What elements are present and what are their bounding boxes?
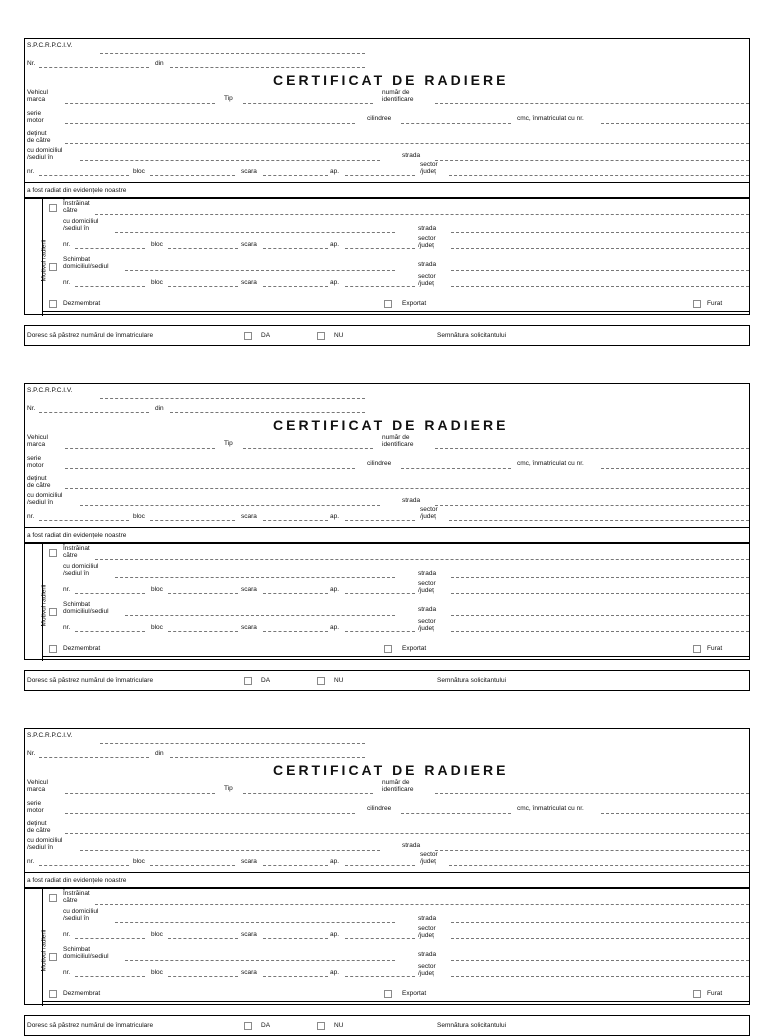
bloc-field[interactable] bbox=[150, 520, 235, 521]
sector2-field[interactable] bbox=[451, 938, 749, 939]
scara-label: scara bbox=[241, 858, 257, 865]
identificare-field[interactable] bbox=[435, 448, 749, 449]
tip-label: Tip bbox=[224, 440, 233, 447]
bloc-field[interactable] bbox=[150, 175, 235, 176]
reason-section bbox=[24, 198, 750, 315]
identificare-label: identificare bbox=[382, 96, 414, 103]
motor-label: motor bbox=[27, 117, 44, 124]
nr2-label: nr. bbox=[63, 931, 71, 938]
radiat-label: a fost radiat din evidențele noastre bbox=[27, 187, 127, 194]
scara3-field[interactable] bbox=[263, 976, 328, 977]
owner-field[interactable] bbox=[65, 143, 749, 144]
exportat-checkbox[interactable] bbox=[384, 300, 392, 308]
nr-addr-field[interactable] bbox=[39, 175, 129, 176]
identificare-label: identificare bbox=[382, 441, 414, 448]
da-label: DA bbox=[261, 1022, 271, 1029]
sector3-field[interactable] bbox=[451, 976, 749, 977]
schimbat-label: Schimbat bbox=[63, 601, 91, 608]
divider bbox=[25, 182, 749, 183]
numar-label: număr de bbox=[382, 89, 410, 96]
localitate2-field[interactable] bbox=[115, 922, 395, 923]
marca-label: marca bbox=[27, 96, 46, 103]
doresc-label: Doresc să păstrez numărul de înmatriculare bbox=[27, 677, 154, 684]
strada3-field[interactable] bbox=[451, 270, 749, 271]
marca-field[interactable] bbox=[65, 448, 215, 449]
scara2-field[interactable] bbox=[263, 593, 328, 594]
furat-label: Furat bbox=[707, 645, 723, 652]
catre-label: către bbox=[63, 897, 78, 904]
owner-field[interactable] bbox=[65, 488, 749, 489]
reason-divider bbox=[42, 199, 43, 316]
sediu-label: /sediul în bbox=[27, 499, 54, 506]
reason-divider bbox=[42, 544, 43, 661]
org-line bbox=[100, 743, 365, 744]
owner-field[interactable] bbox=[65, 833, 749, 834]
ap-label: ap. bbox=[330, 858, 340, 865]
judet3-label: /județ bbox=[418, 280, 434, 287]
reason-bottom-line bbox=[42, 1001, 750, 1002]
vehicle-section bbox=[24, 728, 750, 888]
sector-field[interactable] bbox=[449, 865, 749, 866]
plate-retention-row bbox=[24, 670, 750, 691]
strada-field[interactable] bbox=[435, 850, 749, 851]
sediu-label: /sediul în bbox=[27, 844, 54, 851]
sector2-field[interactable] bbox=[451, 593, 749, 594]
nu-checkbox[interactable] bbox=[317, 332, 325, 340]
motor-label: motor bbox=[27, 462, 44, 469]
judet2-label: /județ bbox=[418, 587, 434, 594]
din-label: din bbox=[155, 750, 164, 757]
din-field[interactable] bbox=[170, 757, 365, 758]
bloc2-label: bloc bbox=[151, 586, 163, 593]
radiat-label: a fost radiat din evidențele noastre bbox=[27, 877, 127, 884]
da-checkbox[interactable] bbox=[244, 332, 252, 340]
nr-addr-field[interactable] bbox=[39, 865, 129, 866]
reason-section bbox=[24, 888, 750, 1005]
sector-field[interactable] bbox=[449, 175, 749, 176]
sediu-label: /sediul în bbox=[27, 154, 54, 161]
tip-field[interactable] bbox=[243, 793, 373, 794]
nr3-field[interactable] bbox=[75, 631, 145, 632]
sector-label: sector bbox=[420, 161, 438, 168]
exportat-label: Exportat bbox=[402, 300, 427, 307]
furat-checkbox[interactable] bbox=[693, 300, 701, 308]
exportat-checkbox[interactable] bbox=[384, 990, 392, 998]
identificare-label: identificare bbox=[382, 786, 414, 793]
scara2-field[interactable] bbox=[263, 248, 328, 249]
nr-label: Nr. bbox=[27, 60, 36, 67]
semnatura-label: Semnătura solicitantului bbox=[437, 332, 507, 339]
ap-field[interactable] bbox=[345, 175, 415, 176]
din-label: din bbox=[155, 405, 164, 412]
dom-sediul-label: domiciliul/sediul bbox=[63, 608, 109, 615]
certificate-title: CERTIFICAT DE RADIERE bbox=[273, 72, 509, 88]
bloc3-label: bloc bbox=[151, 969, 163, 976]
localitate2-field[interactable] bbox=[115, 232, 395, 233]
catre-label: către bbox=[63, 552, 78, 559]
strada-label: strada bbox=[402, 152, 421, 159]
instrainat-checkbox[interactable] bbox=[49, 549, 57, 557]
furat-label: Furat bbox=[707, 300, 723, 307]
divider bbox=[25, 527, 749, 528]
cu-dom-label: cu domiciliul bbox=[63, 563, 99, 570]
nr-field[interactable] bbox=[39, 67, 149, 68]
motor-label: motor bbox=[27, 807, 44, 814]
nr-addr-label: nr. bbox=[27, 858, 35, 865]
motivul-label: Motivul radierii bbox=[40, 929, 48, 972]
scara2-label: scara bbox=[241, 586, 257, 593]
motor-field[interactable] bbox=[65, 123, 355, 124]
nr-inmatriculare-field[interactable] bbox=[601, 468, 749, 469]
motivul-label: Motivul radierii bbox=[40, 239, 48, 282]
scara-label: scara bbox=[241, 513, 257, 520]
scara2-label: scara bbox=[241, 931, 257, 938]
nu-label: NU bbox=[334, 332, 344, 339]
localitate2-field[interactable] bbox=[115, 577, 395, 578]
catre-field[interactable] bbox=[95, 214, 749, 215]
strada-field[interactable] bbox=[435, 160, 749, 161]
de-catre-label: de către bbox=[27, 482, 51, 489]
dezmembrat-label: Dezmembrat bbox=[63, 300, 101, 307]
scara2-label: scara bbox=[241, 241, 257, 248]
ap3-label: ap. bbox=[330, 279, 340, 286]
dezmembrat-checkbox[interactable] bbox=[49, 645, 57, 653]
org-line bbox=[100, 53, 365, 54]
schimbat-field[interactable] bbox=[125, 270, 395, 271]
bloc3-field[interactable] bbox=[168, 631, 238, 632]
marca-field[interactable] bbox=[65, 793, 215, 794]
schimbat-field[interactable] bbox=[125, 615, 395, 616]
plate-retention-row bbox=[24, 1015, 750, 1036]
nr3-field[interactable] bbox=[75, 286, 145, 287]
nu-label: NU bbox=[334, 1022, 344, 1029]
strada2-label: strada bbox=[418, 225, 437, 232]
scara-field[interactable] bbox=[263, 865, 328, 866]
strada-field[interactable] bbox=[435, 505, 749, 506]
nr3-field[interactable] bbox=[75, 976, 145, 977]
localitate-field[interactable] bbox=[80, 160, 380, 161]
judet3-label: /județ bbox=[418, 970, 434, 977]
vehicle-section bbox=[24, 38, 750, 198]
bloc2-field[interactable] bbox=[168, 248, 238, 249]
judet3-label: /județ bbox=[418, 625, 434, 632]
sector-label: sector bbox=[420, 851, 438, 858]
dezmembrat-label: Dezmembrat bbox=[63, 990, 101, 997]
identificare-field[interactable] bbox=[435, 103, 749, 104]
bloc2-field[interactable] bbox=[168, 938, 238, 939]
furat-label: Furat bbox=[707, 990, 723, 997]
scara-field[interactable] bbox=[263, 520, 328, 521]
schimbat-label: Schimbat bbox=[63, 946, 91, 953]
scara-field[interactable] bbox=[263, 175, 328, 176]
nr-addr-field[interactable] bbox=[39, 520, 129, 521]
din-field[interactable] bbox=[170, 412, 365, 413]
sector-label: sector bbox=[420, 506, 438, 513]
serie-label: serie bbox=[27, 455, 42, 462]
da-checkbox[interactable] bbox=[244, 1022, 252, 1030]
strada3-field[interactable] bbox=[451, 615, 749, 616]
identificare-field[interactable] bbox=[435, 793, 749, 794]
cmc-label: cmc, înmatriculat cu nr. bbox=[517, 115, 584, 122]
nr-label: Nr. bbox=[27, 750, 36, 757]
reason-divider bbox=[42, 889, 43, 1006]
sector3-label: sector bbox=[418, 273, 436, 280]
nu-checkbox[interactable] bbox=[317, 1022, 325, 1030]
instrainat-label: Înstrăinat bbox=[63, 890, 90, 897]
bloc3-field[interactable] bbox=[168, 976, 238, 977]
scara3-label: scara bbox=[241, 279, 257, 286]
instrainat-label: Înstrăinat bbox=[63, 200, 90, 207]
semnatura-label: Semnătura solicitantului bbox=[437, 677, 507, 684]
detinut-label: deținut bbox=[27, 820, 47, 827]
din-label: din bbox=[155, 60, 164, 67]
serie-label: serie bbox=[27, 800, 42, 807]
ap-field[interactable] bbox=[345, 865, 415, 866]
strada-label: strada bbox=[402, 842, 421, 849]
cilindree-field[interactable] bbox=[401, 123, 511, 124]
da-checkbox[interactable] bbox=[244, 677, 252, 685]
catre-label: către bbox=[63, 207, 78, 214]
plate-retention-row bbox=[24, 325, 750, 346]
reason-section bbox=[24, 543, 750, 660]
ap2-label: ap. bbox=[330, 931, 340, 938]
serie-label: serie bbox=[27, 110, 42, 117]
radiat-label: a fost radiat din evidențele noastre bbox=[27, 532, 127, 539]
scara3-field[interactable] bbox=[263, 286, 328, 287]
nr3-label: nr. bbox=[63, 624, 71, 631]
numar-label: număr de bbox=[382, 434, 410, 441]
strada-label: strada bbox=[402, 497, 421, 504]
numar-label: număr de bbox=[382, 779, 410, 786]
tip-label: Tip bbox=[224, 785, 233, 792]
tip-field[interactable] bbox=[243, 103, 373, 104]
reason-bottom-line bbox=[42, 656, 750, 657]
vehicle-section bbox=[24, 383, 750, 543]
strada2-label: strada bbox=[418, 570, 437, 577]
schimbat-label: Schimbat bbox=[63, 256, 91, 263]
dom-sediul-label: domiciliul/sediul bbox=[63, 953, 109, 960]
doresc-label: Doresc să păstrez numărul de înmatriculare bbox=[27, 332, 154, 339]
cilindree-field[interactable] bbox=[401, 468, 511, 469]
ap2-field[interactable] bbox=[345, 938, 415, 939]
nr-field[interactable] bbox=[39, 757, 149, 758]
org-label: S.P.C.R.P.C.I.V. bbox=[27, 387, 73, 394]
dezmembrat-checkbox[interactable] bbox=[49, 990, 57, 998]
dom-sediul-label: domiciliul/sediul bbox=[63, 263, 109, 270]
scara2-field[interactable] bbox=[263, 938, 328, 939]
nu-checkbox[interactable] bbox=[317, 677, 325, 685]
strada2-field[interactable] bbox=[451, 922, 749, 923]
scara-label: scara bbox=[241, 168, 257, 175]
instrainat-checkbox[interactable] bbox=[49, 204, 57, 212]
bloc2-label: bloc bbox=[151, 241, 163, 248]
ap2-field[interactable] bbox=[345, 248, 415, 249]
sector3-label: sector bbox=[418, 963, 436, 970]
ap3-label: ap. bbox=[330, 969, 340, 976]
nr2-label: nr. bbox=[63, 586, 71, 593]
bloc3-label: bloc bbox=[151, 279, 163, 286]
bloc-field[interactable] bbox=[150, 865, 235, 866]
cilindree-label: cilindree bbox=[367, 115, 392, 122]
da-label: DA bbox=[261, 332, 271, 339]
sector2-label: sector bbox=[418, 580, 436, 587]
ap-field[interactable] bbox=[345, 520, 415, 521]
domiciliu-label: cu domiciliul bbox=[27, 147, 63, 154]
nr3-label: nr. bbox=[63, 969, 71, 976]
nr2-label: nr. bbox=[63, 241, 71, 248]
ap3-label: ap. bbox=[330, 624, 340, 631]
strada3-field[interactable] bbox=[451, 960, 749, 961]
sector-field[interactable] bbox=[449, 520, 749, 521]
cu-dom-label: cu domiciliul bbox=[63, 908, 99, 915]
bloc2-field[interactable] bbox=[168, 593, 238, 594]
sector3-label: sector bbox=[418, 618, 436, 625]
ap-label: ap. bbox=[330, 513, 340, 520]
schimbat-checkbox[interactable] bbox=[49, 953, 57, 961]
judet2-label: /județ bbox=[418, 242, 434, 249]
domiciliu-label: cu domiciliul bbox=[27, 492, 63, 499]
certificate-title: CERTIFICAT DE RADIERE bbox=[273, 762, 509, 778]
nr-field[interactable] bbox=[39, 412, 149, 413]
nr3-label: nr. bbox=[63, 279, 71, 286]
nu-label: NU bbox=[334, 677, 344, 684]
nr-inmatriculare-field[interactable] bbox=[601, 813, 749, 814]
org-label: S.P.C.R.P.C.I.V. bbox=[27, 42, 73, 49]
judet2-label: /județ bbox=[418, 932, 434, 939]
tip-field[interactable] bbox=[243, 448, 373, 449]
da-label: DA bbox=[261, 677, 271, 684]
bloc-label: bloc bbox=[133, 858, 145, 865]
ap2-field[interactable] bbox=[345, 593, 415, 594]
cu-dom-label: cu domiciliul bbox=[63, 218, 99, 225]
sector2-label: sector bbox=[418, 925, 436, 932]
strada3-label: strada bbox=[418, 606, 437, 613]
ap2-label: ap. bbox=[330, 586, 340, 593]
instrainat-label: Înstrăinat bbox=[63, 545, 90, 552]
nr-label: Nr. bbox=[27, 405, 36, 412]
exportat-label: Exportat bbox=[402, 645, 427, 652]
marca-field[interactable] bbox=[65, 103, 215, 104]
sediu2-label: /sediul în bbox=[63, 570, 90, 577]
nr-inmatriculare-field[interactable] bbox=[601, 123, 749, 124]
sector2-label: sector bbox=[418, 235, 436, 242]
nr2-field[interactable] bbox=[75, 248, 145, 249]
vehicul-label: Vehicul bbox=[27, 434, 48, 441]
catre-field[interactable] bbox=[95, 904, 749, 905]
cmc-label: cmc, înmatriculat cu nr. bbox=[517, 460, 584, 467]
catre-field[interactable] bbox=[95, 559, 749, 560]
localitate-field[interactable] bbox=[80, 850, 380, 851]
furat-checkbox[interactable] bbox=[693, 645, 701, 653]
de-catre-label: de către bbox=[27, 827, 51, 834]
sector3-field[interactable] bbox=[451, 286, 749, 287]
cilindree-label: cilindree bbox=[367, 460, 392, 467]
nr-addr-label: nr. bbox=[27, 513, 35, 520]
judet-label: /județ bbox=[420, 168, 436, 175]
ap3-field[interactable] bbox=[345, 976, 415, 977]
schimbat-field[interactable] bbox=[125, 960, 395, 961]
vehicul-label: Vehicul bbox=[27, 779, 48, 786]
ap3-field[interactable] bbox=[345, 286, 415, 287]
strada3-label: strada bbox=[418, 261, 437, 268]
marca-label: marca bbox=[27, 441, 46, 448]
furat-checkbox[interactable] bbox=[693, 990, 701, 998]
strada2-field[interactable] bbox=[451, 577, 749, 578]
judet-label: /județ bbox=[420, 513, 436, 520]
bloc3-field[interactable] bbox=[168, 286, 238, 287]
domiciliu-label: cu domiciliul bbox=[27, 837, 63, 844]
doresc-label: Doresc să păstrez numărul de înmatriculare bbox=[27, 1022, 154, 1029]
divider bbox=[25, 872, 749, 873]
reason-bottom-line bbox=[42, 311, 750, 312]
ap3-field[interactable] bbox=[345, 631, 415, 632]
strada2-field[interactable] bbox=[451, 232, 749, 233]
certificate-title: CERTIFICAT DE RADIERE bbox=[273, 417, 509, 433]
marca-label: marca bbox=[27, 786, 46, 793]
scara3-label: scara bbox=[241, 624, 257, 631]
detinut-label: deținut bbox=[27, 475, 47, 482]
ap-label: ap. bbox=[330, 168, 340, 175]
nr2-field[interactable] bbox=[75, 938, 145, 939]
schimbat-checkbox[interactable] bbox=[49, 263, 57, 271]
scara3-field[interactable] bbox=[263, 631, 328, 632]
cmc-label: cmc, înmatriculat cu nr. bbox=[517, 805, 584, 812]
cilindree-label: cilindree bbox=[367, 805, 392, 812]
exportat-checkbox[interactable] bbox=[384, 645, 392, 653]
instrainat-checkbox[interactable] bbox=[49, 894, 57, 902]
semnatura-label: Semnătura solicitantului bbox=[437, 1022, 507, 1029]
sector2-field[interactable] bbox=[451, 248, 749, 249]
org-line bbox=[100, 398, 365, 399]
dezmembrat-checkbox[interactable] bbox=[49, 300, 57, 308]
sediu2-label: /sediul în bbox=[63, 915, 90, 922]
bloc3-label: bloc bbox=[151, 624, 163, 631]
sediu2-label: /sediul în bbox=[63, 225, 90, 232]
schimbat-checkbox[interactable] bbox=[49, 608, 57, 616]
scara3-label: scara bbox=[241, 969, 257, 976]
vehicul-label: Vehicul bbox=[27, 89, 48, 96]
nr-addr-label: nr. bbox=[27, 168, 35, 175]
exportat-label: Exportat bbox=[402, 990, 427, 997]
judet-label: /județ bbox=[420, 858, 436, 865]
sector3-field[interactable] bbox=[451, 631, 749, 632]
cilindree-field[interactable] bbox=[401, 813, 511, 814]
bloc2-label: bloc bbox=[151, 931, 163, 938]
motor-field[interactable] bbox=[65, 468, 355, 469]
ap2-label: ap. bbox=[330, 241, 340, 248]
bloc-label: bloc bbox=[133, 168, 145, 175]
tip-label: Tip bbox=[224, 95, 233, 102]
motivul-label: Motivul radierii bbox=[40, 584, 48, 627]
motor-field[interactable] bbox=[65, 813, 355, 814]
strada3-label: strada bbox=[418, 951, 437, 958]
detinut-label: deținut bbox=[27, 130, 47, 137]
localitate-field[interactable] bbox=[80, 505, 380, 506]
strada2-label: strada bbox=[418, 915, 437, 922]
de-catre-label: de către bbox=[27, 137, 51, 144]
nr2-field[interactable] bbox=[75, 593, 145, 594]
din-field[interactable] bbox=[170, 67, 365, 68]
bloc-label: bloc bbox=[133, 513, 145, 520]
dezmembrat-label: Dezmembrat bbox=[63, 645, 101, 652]
org-label: S.P.C.R.P.C.I.V. bbox=[27, 732, 73, 739]
